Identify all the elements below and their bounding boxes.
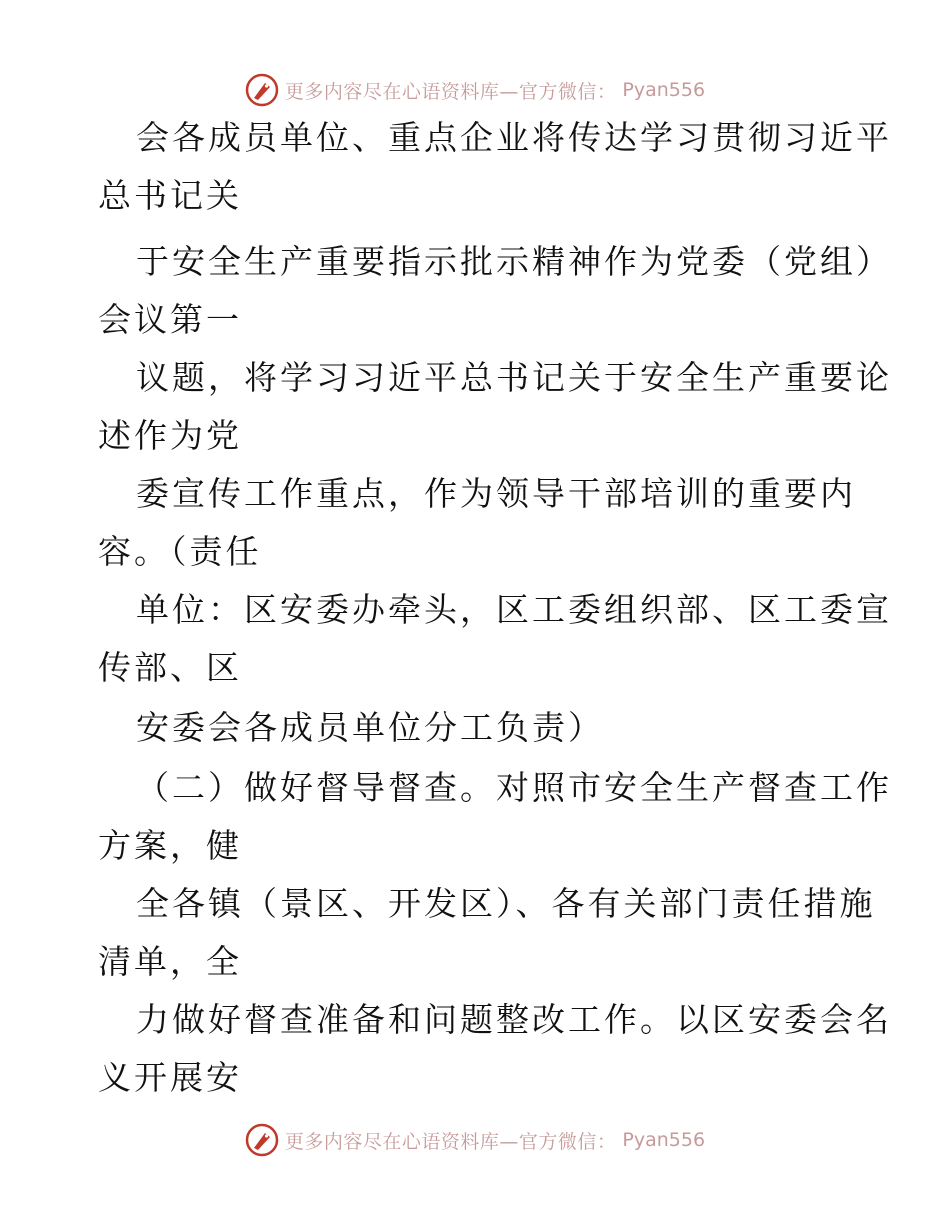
footer-watermark-banner [0, 1120, 950, 1160]
body-line: 委宣传工作重点，作为领导干部培训的重要内 [136, 474, 856, 513]
header-wechat-id: Pyan556 [622, 79, 706, 101]
header-banner-text: 更多内容尽在心语资料库—官方微信： [284, 80, 617, 103]
body-line: 义开展安 [98, 1058, 242, 1097]
body-line: 安委会各成员单位分工负责） [136, 708, 604, 747]
body-line: 传部、区 [98, 648, 242, 687]
body-line: 方案，健 [98, 826, 242, 865]
body-line: 清单，全 [98, 942, 242, 981]
body-line: 议题，将学习习近平总书记关于安全生产重要论 [136, 358, 892, 397]
pen-nib-circle-icon [245, 1123, 279, 1157]
body-line: （二）做好督导督查。对照市安全生产督查工作 [136, 768, 892, 807]
body-line: 全各镇（景区、开发区）、各有关部门责任措施 [136, 884, 876, 923]
body-line: 力做好督查准备和问题整改工作。以区安委会名 [136, 1000, 892, 1039]
body-line: 单位：区安委办牵头，区工委组织部、区工委宣 [136, 590, 892, 629]
pen-nib-circle-icon [245, 73, 279, 107]
footer-wechat-id: Pyan556 [622, 1129, 706, 1151]
body-line: 总书记关 [98, 176, 242, 215]
body-line: 会议第一 [98, 300, 242, 339]
body-line: 容。（责任 [98, 532, 262, 571]
footer-banner-text: 更多内容尽在心语资料库—官方微信： [284, 1130, 617, 1153]
body-line: 于安全生产重要指示批示精神作为党委（党组） [136, 242, 892, 281]
header-watermark-banner [0, 70, 950, 110]
body-line: 会各成员单位、重点企业将传达学习贯彻习近平 [136, 118, 892, 157]
body-line: 述作为党 [98, 416, 242, 455]
